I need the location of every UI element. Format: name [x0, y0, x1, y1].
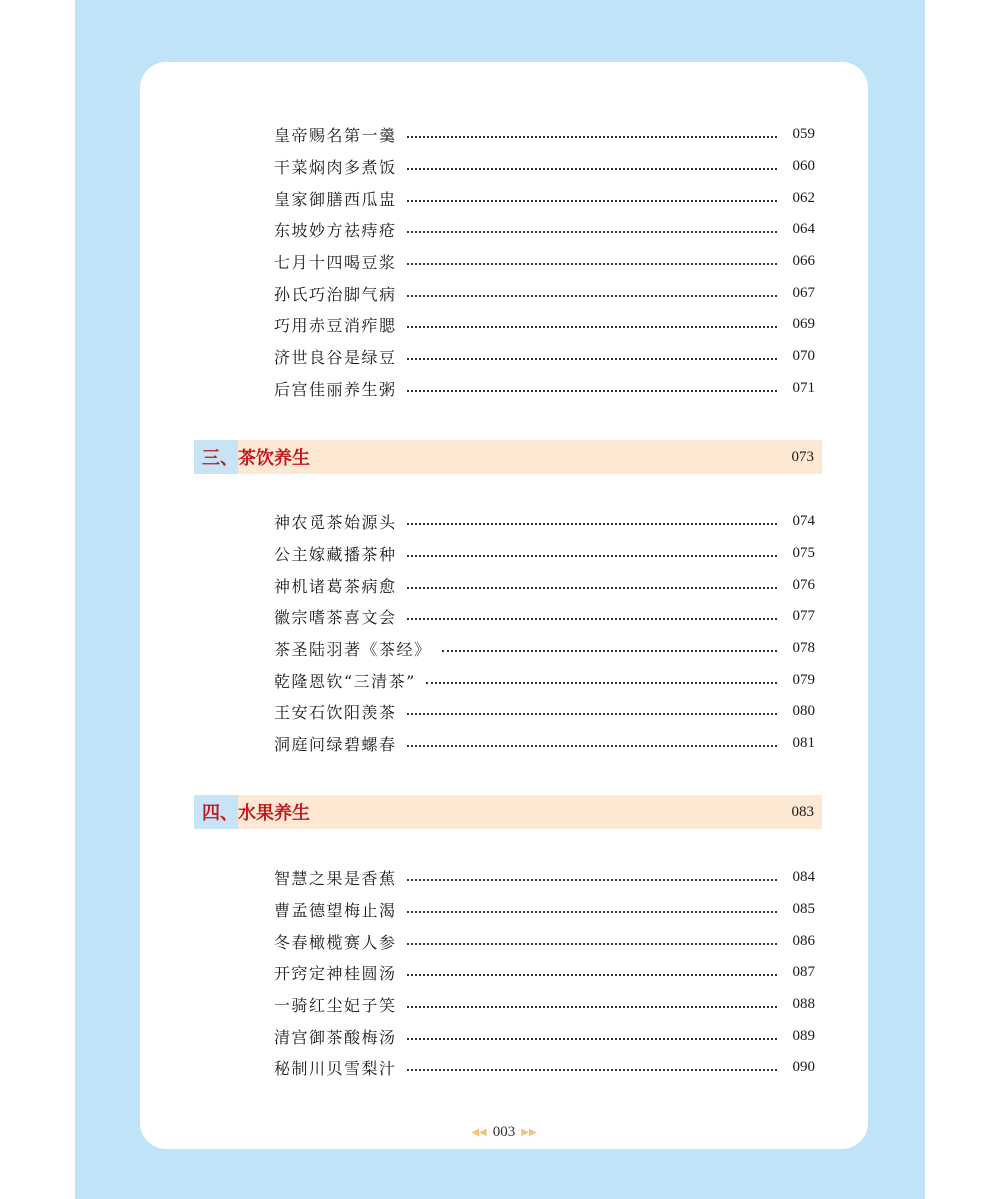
toc-entry-title: 后宫佳丽养生粥	[274, 379, 397, 399]
toc-entry[interactable]	[274, 151, 815, 183]
toc-entry-page: 079	[792, 671, 815, 688]
toc-entry-page: 087	[792, 964, 815, 981]
toc-entry-title: 孙氏巧治脚气病	[274, 284, 397, 304]
toc-entry-page: 075	[792, 545, 815, 562]
toc-entry-page: 085	[792, 901, 815, 918]
toc-entry-title: 开窍定神桂圆汤	[274, 964, 397, 984]
toc-entry-title: 公主嫁藏播茶种	[274, 545, 397, 565]
toc-entry-page: 069	[792, 316, 815, 333]
toc-entry-page: 066	[792, 253, 815, 270]
toc-entry[interactable]	[274, 894, 815, 926]
dot-leader	[407, 878, 777, 881]
toc-entry-title: 济世良谷是绿豆	[274, 348, 397, 368]
toc-entry-title: 干菜焖肉多煮饭	[274, 158, 397, 178]
toc-entry[interactable]	[274, 341, 815, 373]
section-number-tab	[194, 440, 238, 474]
page-number: 003	[492, 1124, 516, 1140]
section-page-number: 073	[791, 448, 814, 465]
toc-entry-page: 078	[792, 640, 815, 657]
toc-entry-page: 064	[792, 221, 815, 238]
dot-leader	[407, 135, 777, 138]
dot-leader	[407, 1005, 777, 1008]
toc-entry-title: 冬春橄榄赛人参	[274, 932, 397, 952]
dot-leader	[407, 586, 777, 589]
toc-entry-title: 王安石饮阳羡茶	[274, 703, 397, 723]
toc-entry[interactable]	[274, 309, 815, 341]
dot-leader	[407, 199, 777, 202]
toc-entry-title: 茶圣陆羽著《茶经》	[274, 640, 432, 660]
toc-entry[interactable]	[274, 277, 815, 309]
toc-entry-page: 086	[792, 932, 815, 949]
toc-entry[interactable]	[274, 569, 815, 601]
toc-entry-page: 059	[792, 126, 815, 143]
toc-entry-page: 080	[792, 703, 815, 720]
toc-group-3	[140, 862, 868, 1084]
toc-entry-page: 074	[792, 513, 815, 530]
dot-leader	[407, 262, 777, 265]
toc-entry[interactable]	[274, 601, 815, 633]
dot-leader	[407, 617, 777, 620]
dot-leader	[407, 910, 777, 913]
double-right-arrow-icon: ▶▶	[521, 1127, 537, 1138]
section-number-tab	[194, 795, 238, 829]
toc-entry[interactable]	[274, 957, 815, 989]
section-title: 水果养生	[238, 803, 310, 824]
dot-leader	[407, 294, 777, 297]
toc-entry-title: 曹孟德望梅止渴	[274, 901, 397, 921]
toc-entry-page: 090	[792, 1059, 815, 1076]
toc-entry-page: 070	[792, 348, 815, 365]
toc-entry[interactable]	[274, 1052, 815, 1084]
toc-entry-title: 一骑红尘妃子笑	[274, 996, 397, 1016]
toc-entry[interactable]	[274, 728, 815, 760]
toc-group-2	[140, 506, 868, 760]
toc-entry-title: 皇家御膳西瓜盅	[274, 189, 397, 209]
toc-entry-title: 皇帝赐名第一羹	[274, 126, 397, 146]
toc-entry-page: 071	[792, 379, 815, 396]
dot-leader	[407, 554, 777, 557]
toc-entry-title: 清宫御茶酸梅汤	[274, 1027, 397, 1047]
toc-entry-title: 神机诸葛茶病愈	[274, 576, 397, 596]
toc-entry-page: 089	[792, 1027, 815, 1044]
toc-entry[interactable]	[274, 664, 815, 696]
toc-entry-page: 062	[792, 189, 815, 206]
section-title: 茶饮养生	[238, 448, 310, 469]
toc-entry-page: 060	[792, 158, 815, 175]
dot-leader	[442, 649, 777, 652]
toc-entry-title: 东坡妙方祛痔疮	[274, 221, 397, 241]
toc-entry[interactable]	[274, 538, 815, 570]
section-page-number: 083	[791, 803, 814, 820]
toc-entry[interactable]	[274, 925, 815, 957]
toc-entry-title: 神农觅茶始源头	[274, 513, 397, 533]
toc-entry-title: 秘制川贝雪梨汁	[274, 1059, 397, 1079]
dot-leader	[407, 1037, 777, 1040]
toc-entry-title: 洞庭问绿碧螺春	[274, 735, 397, 755]
toc-entry[interactable]	[274, 696, 815, 728]
dot-leader	[407, 357, 777, 360]
toc-entry-title: 乾隆恩钦“三清茶”	[274, 671, 416, 691]
section-header-3[interactable]	[194, 440, 822, 474]
toc-entry-page: 077	[792, 608, 815, 625]
toc-entry[interactable]	[274, 246, 815, 278]
toc-entry[interactable]	[274, 373, 815, 405]
toc-entry[interactable]	[274, 119, 815, 151]
toc-entry-page: 088	[792, 996, 815, 1013]
dot-leader	[407, 167, 777, 170]
toc-entry[interactable]	[274, 506, 815, 538]
dot-leader	[426, 681, 777, 684]
toc-entry[interactable]	[274, 633, 815, 665]
toc-entry[interactable]	[274, 989, 815, 1021]
dot-leader	[407, 942, 777, 945]
page-footer	[140, 1124, 868, 1141]
dot-leader	[407, 1068, 777, 1071]
double-left-arrow-icon: ◀◀	[471, 1127, 487, 1138]
dot-leader	[407, 744, 777, 747]
toc-entry-page: 084	[792, 869, 815, 886]
toc-entry-title: 巧用赤豆消痄腮	[274, 316, 397, 336]
dot-leader	[407, 522, 777, 525]
section-number: 三、	[202, 448, 238, 469]
section-header-4[interactable]	[194, 795, 822, 829]
toc-entry-title: 徽宗嗜茶喜文会	[274, 608, 397, 628]
dot-leader	[407, 230, 777, 233]
toc-page	[140, 62, 868, 1149]
section-number: 四、	[202, 803, 238, 824]
toc-group-1	[140, 119, 868, 404]
toc-entry[interactable]	[274, 214, 815, 246]
dot-leader	[407, 389, 777, 392]
toc-entry[interactable]	[274, 182, 815, 214]
dot-leader	[407, 325, 777, 328]
toc-entry-title: 智慧之果是香蕉	[274, 869, 397, 889]
dot-leader	[407, 712, 777, 715]
toc-entry-title: 七月十四喝豆浆	[274, 253, 397, 273]
toc-entry-page: 067	[792, 284, 815, 301]
toc-entry-page: 076	[792, 576, 815, 593]
toc-entry-page: 081	[792, 735, 815, 752]
toc-entry[interactable]	[274, 862, 815, 894]
toc-entry[interactable]	[274, 1020, 815, 1052]
dot-leader	[407, 973, 777, 976]
